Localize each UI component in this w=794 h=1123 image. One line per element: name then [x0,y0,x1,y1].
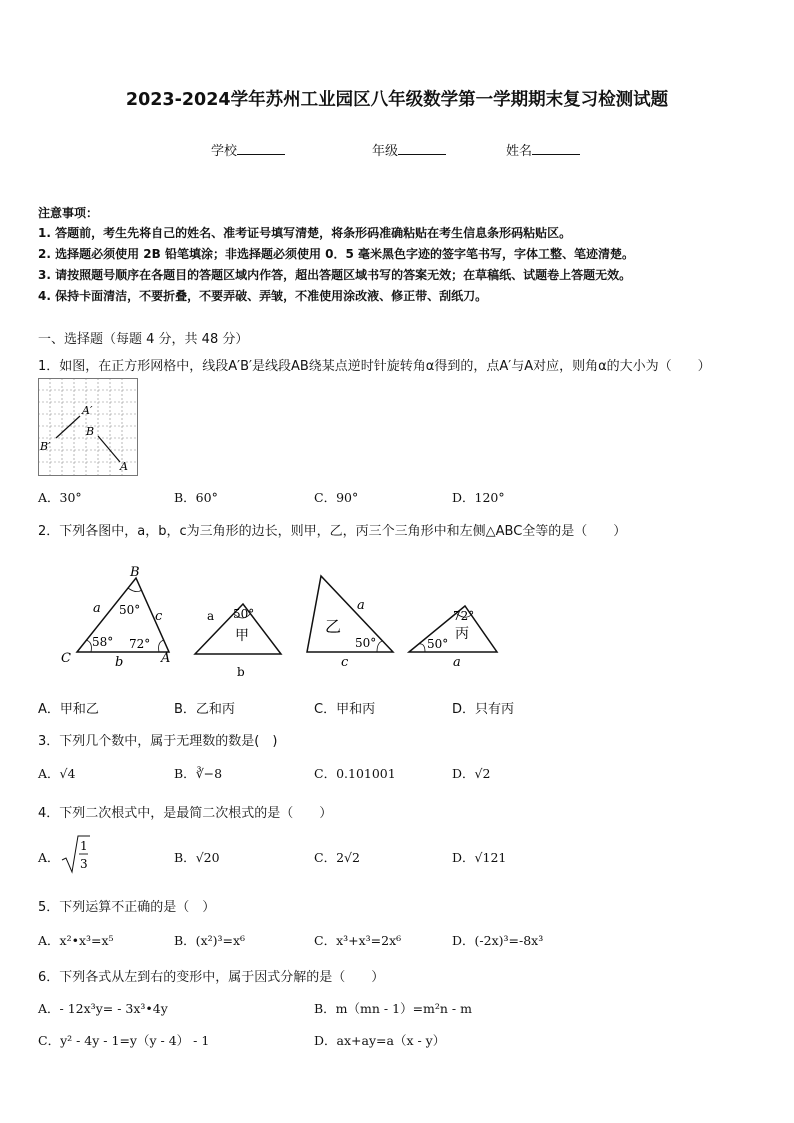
triangles-figure [55,562,515,682]
option-c[interactable]: C．0.101001 [314,766,396,781]
option-d[interactable]: D．120° [452,490,505,505]
side-b: b [115,655,124,670]
notice-item: 4. 保持卡面清洁，不要折叠，不要弄破、弄皱，不准使用涂改液、修正带、刮纸刀。 [38,289,488,303]
label-b-prime: B′ [40,440,51,453]
option-a[interactable]: A．x²•x³=x⁵ [38,933,114,948]
option-b[interactable]: B．60° [174,490,218,505]
question-1: 1．如图，在正方形网格中，线段A′B′是线段AB绕某点逆时针旋转角α得到的，点A′与A对应，则角α的大小为（ ） [38,359,711,374]
option-a[interactable]: A．30° [38,490,82,505]
question-2: 2．下列各图中，a，b，c为三角形的边长，则甲，乙，丙三个三角形中和左侧△ABC全等的是（ ） [38,524,627,539]
bing-side-a: a [453,655,461,670]
side-c: c [155,609,163,624]
bing-angle-left: 50° [427,637,449,651]
option-c[interactable]: C．90° [314,490,359,505]
notice-item: 1. 答题前，考生先将自己的姓名、准考证号填写清楚，将条形码准确粘贴在考生信息条形码粘贴区。 [38,226,572,240]
sqrt-fraction [60,834,90,876]
vertex-c: C [61,651,71,666]
label-a: A [120,460,128,473]
angle-b: 50° [119,603,141,617]
jia-angle: 50° [233,607,255,621]
grade-field[interactable]: 年级 [372,140,446,159]
section-heading: 一、选择题（每题 4 分，共 48 分） [38,332,249,347]
notice-item: 3. 请按照题号顺序在各题目的答题区域内作答，超出答题区域书写的答案无效；在草稿纸、试题卷上答题无效。 [38,268,632,282]
option-b[interactable]: B．∛−8 [174,766,223,781]
grid-figure [38,378,140,478]
bing-label: 丙 [455,626,469,642]
question-4: 4．下列二次根式中，是最简二次根式的是（ ） [38,806,333,821]
option-b[interactable]: B．√20 [174,850,220,865]
bing-angle-top: 72° [453,609,475,623]
question-6: 6．下列各式从左到右的变形中，属于因式分解的是（ ） [38,970,385,985]
option-d[interactable]: D．(-2x)³=-8x³ [452,933,544,948]
option-b[interactable]: B．m（mn - 1）=m²n - m [314,1001,472,1016]
question-3: 3．下列几个数中，属于无理数的数是( ) [38,734,278,749]
jia-label: 甲 [235,628,249,644]
angle-a: 72° [129,637,151,651]
option-d[interactable]: D．只有丙 [452,702,515,717]
option-b[interactable]: B．(x²)³=x⁶ [174,933,246,948]
jia-side-b: b [237,665,245,679]
option-b[interactable]: B．乙和丙 [174,702,235,717]
yi-side-a: a [357,598,365,613]
angle-c: 58° [92,635,114,649]
notice-item: 2. 选择题必须使用 2B 铅笔填涂；非选择题必须使用 0．5 毫米黑色字迹的签字笔书写，字体工整、笔迹清楚。 [38,247,634,261]
svg-text:1: 1 [80,839,88,853]
vertex-a: A [161,651,171,666]
side-a: a [93,601,101,616]
option-a[interactable]: A．- 12x³y= - 3x³•4y [38,1001,168,1016]
label-a-prime: A′ [82,404,93,417]
option-c[interactable]: C．x³+x³=2x⁶ [314,933,402,948]
yi-side-c: c [341,655,349,670]
svg-text:3: 3 [80,857,88,871]
option-c[interactable]: C．2√2 [314,850,360,865]
option-a-label[interactable]: A． [38,850,60,865]
option-c[interactable]: C．y² - 4y - 1=y（y - 4） - 1 [38,1033,210,1048]
vertex-b: B [130,565,140,580]
name-field[interactable]: 姓名 [506,140,580,159]
yi-angle: 50° [355,636,377,650]
option-d[interactable]: D．ax+ay=a（x - y） [314,1033,446,1048]
option-c[interactable]: C．甲和丙 [314,702,376,717]
notice-heading: 注意事项： [38,206,99,220]
option-d[interactable]: D．√2 [452,766,491,781]
page-title: 2023-2024学年苏州工业园区八年级数学第一学期期末复习检测试题 [125,90,669,110]
option-a[interactable]: A．甲和乙 [38,702,99,717]
option-a[interactable]: A．√4 [38,766,76,781]
label-b: B [86,425,95,438]
school-field[interactable]: 学校 [211,140,285,159]
yi-label: 乙 [325,617,342,636]
jia-side-a: a [207,609,215,623]
question-5: 5．下列运算不正确的是（ ） [38,900,216,915]
option-d[interactable]: D．√121 [452,850,507,865]
